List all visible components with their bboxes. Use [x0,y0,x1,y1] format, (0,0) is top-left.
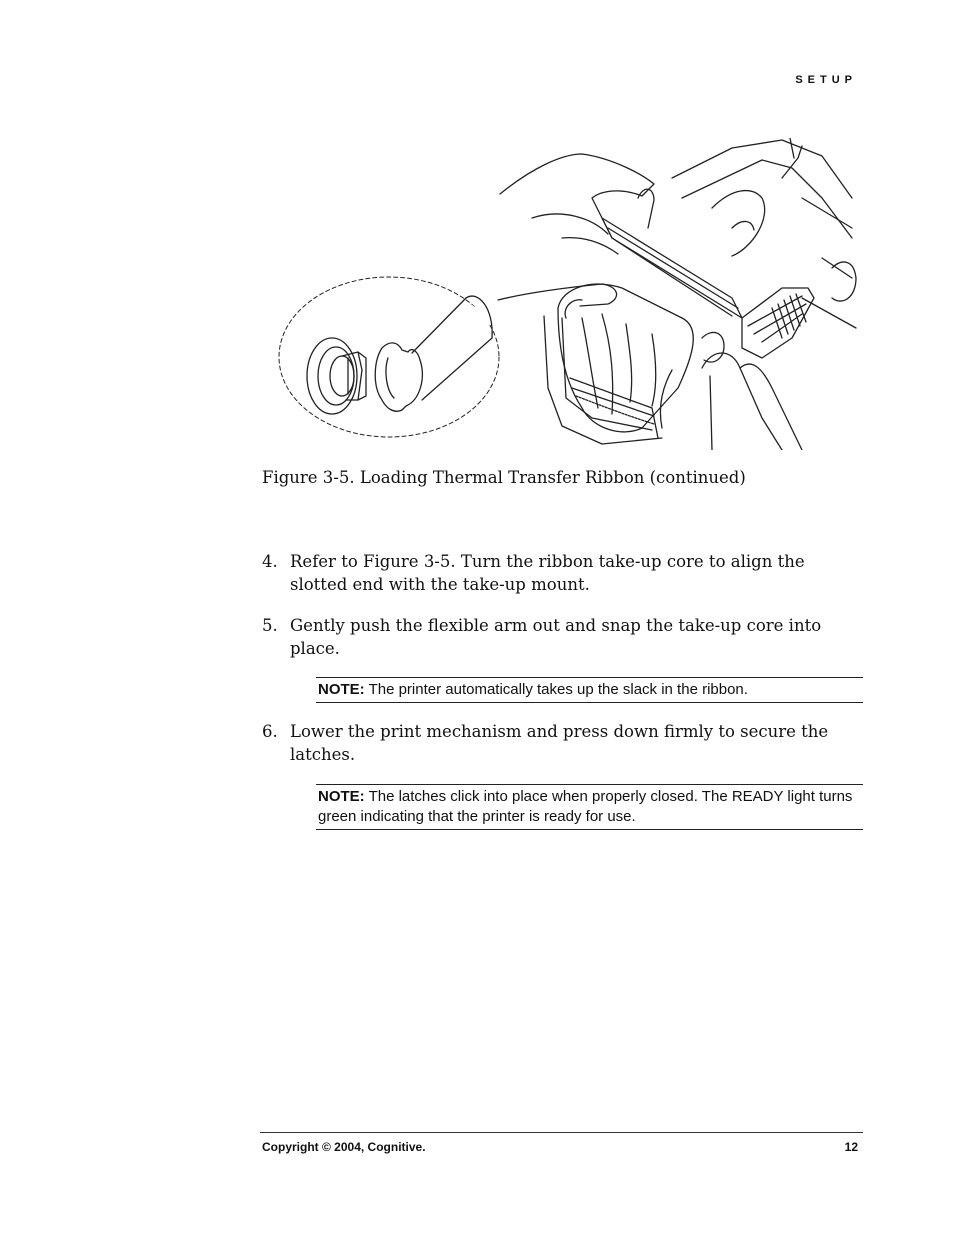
ribbon-roll [558,218,814,432]
figure-caption: Figure 3-5. Loading Thermal Transfer Ribbon (continued) [262,468,746,487]
page-number: 12 [844,1140,858,1154]
note-text: The latches click into place when properly closed. The READY light turns green indicating that the printer is ready for use. [318,788,853,825]
step-6 [262,720,842,766]
note-label: NOTE: [318,788,365,805]
step-number: 6. [262,722,278,741]
footer-copyright: Copyright © 2004, Cognitive. [262,1140,426,1154]
note-box [316,784,863,830]
note-label: NOTE: [318,681,365,698]
take-up-mount [307,338,366,414]
note-box [316,677,863,703]
step-text: Refer to Figure 3-5. Turn the ribbon take-up core to align the slotted end with the take-up mount. [290,552,805,594]
step-4 [262,550,842,596]
figure-illustration [262,138,857,450]
step-number: 5. [262,616,278,635]
footer-divider [260,1132,863,1133]
step-text: Gently push the flexible arm out and snap the take-up core into place. [290,616,822,658]
step-text: Lower the print mechanism and press down firmly to secure the latches. [290,722,829,764]
running-header: SETUP [795,74,857,86]
slotted-core [362,296,494,411]
note-text: The printer automatically takes up the slack in the ribbon. [368,681,748,698]
step-5 [262,614,842,660]
step-number: 4. [262,552,278,571]
